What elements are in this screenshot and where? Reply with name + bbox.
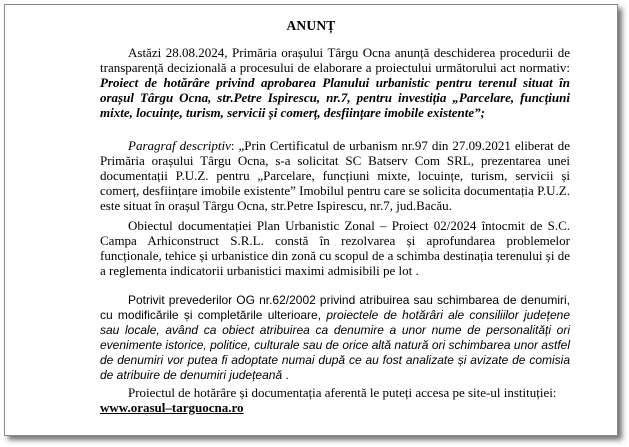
paragraph-descriptive: [100, 138, 570, 213]
website-link[interactable]: www.orasul–targuocna.ro: [100, 400, 244, 415]
paragraph-access-info: [100, 385, 570, 415]
descriptive-text: : „Prin Certificatul de urbanism nr.97 din 27.09.2021 eliberat de Primăria orașului Târgu Ocna, s-a solicitat SC Batserv Com SRL, prezentarea unei documentații P.U.Z. pentru „Parcelare, funcțiuni mixte, locuințe, turism, servicii și comerț, desființare imobile existente” Imobilul pentru care se solicita documentația P.U.Z. este situat în orașul Târgu Ocna, str.Petre Ispirescu, nr.7, jud.Bacău.: [100, 138, 571, 213]
paragraph-documentation-object: [100, 218, 570, 278]
legal-provisions-end: .: [282, 368, 289, 382]
project-title: Proiect de hotărâre privind aprobarea Planului urbanistic pentru terenul situat în orașul Târgu Ocna, str.Petre Ispirescu, nr.7, pentru investiția „Parcelare, funcțiuni mixte, locuințe, turism, servicii și comerț, desființare imobile existente”;: [100, 75, 570, 120]
legal-provisions-text: Potrivit prevederilor OG nr.62/2002 privind atribuirea sau schimbarea de denumiri, cu modificările și completările ulterioare,: [100, 293, 570, 322]
documentation-object-text: Obiectul documentației Plan Urbanistic Zonal – Proiect 02/2024 întocmit de S.C. Campa Arhiconstruct S.R.L. constă în rezolvarea și aprofundarea problemelor funcționale, tehice și urbanistice din zonă cu scopul de a schimba destinația terenului și de a reglementa indicatorii urbanistici maximi admisibili pe lot .: [100, 218, 570, 278]
legal-provisions-italic: proiectele de hotărâri ale consiliilor județene sau locale, având ca obiect atribuirea ca denumire a unor nume de personalități ori evenimente istorice, politice, culturale sau de orice altă natură ori schimbarea unor astfel de denumiri vor putea fi adoptate numai după ce au fost analizate și avizate de comisia de atribuire de denumiri județeană: [100, 308, 571, 382]
access-info-text: Proiectul de hotărâre și documentația aferentă le puteți accesa pe site-ul instituției:: [128, 385, 557, 400]
announcement-title: ANUNȚ: [286, 18, 336, 33]
descriptive-label: Paragraf descriptiv: [128, 138, 231, 153]
paragraph-announcement: [100, 45, 570, 120]
paragraph-legal-provisions: [100, 293, 570, 383]
announcement-frame: [4, 4, 618, 436]
announcement-text: Astăzi 28.08.2024, Primăria orașului Târgu Ocna anunță deschiderea procedurii de transparență decizională a procesului de elaborare a proiectului următorului act normativ:: [100, 45, 570, 75]
